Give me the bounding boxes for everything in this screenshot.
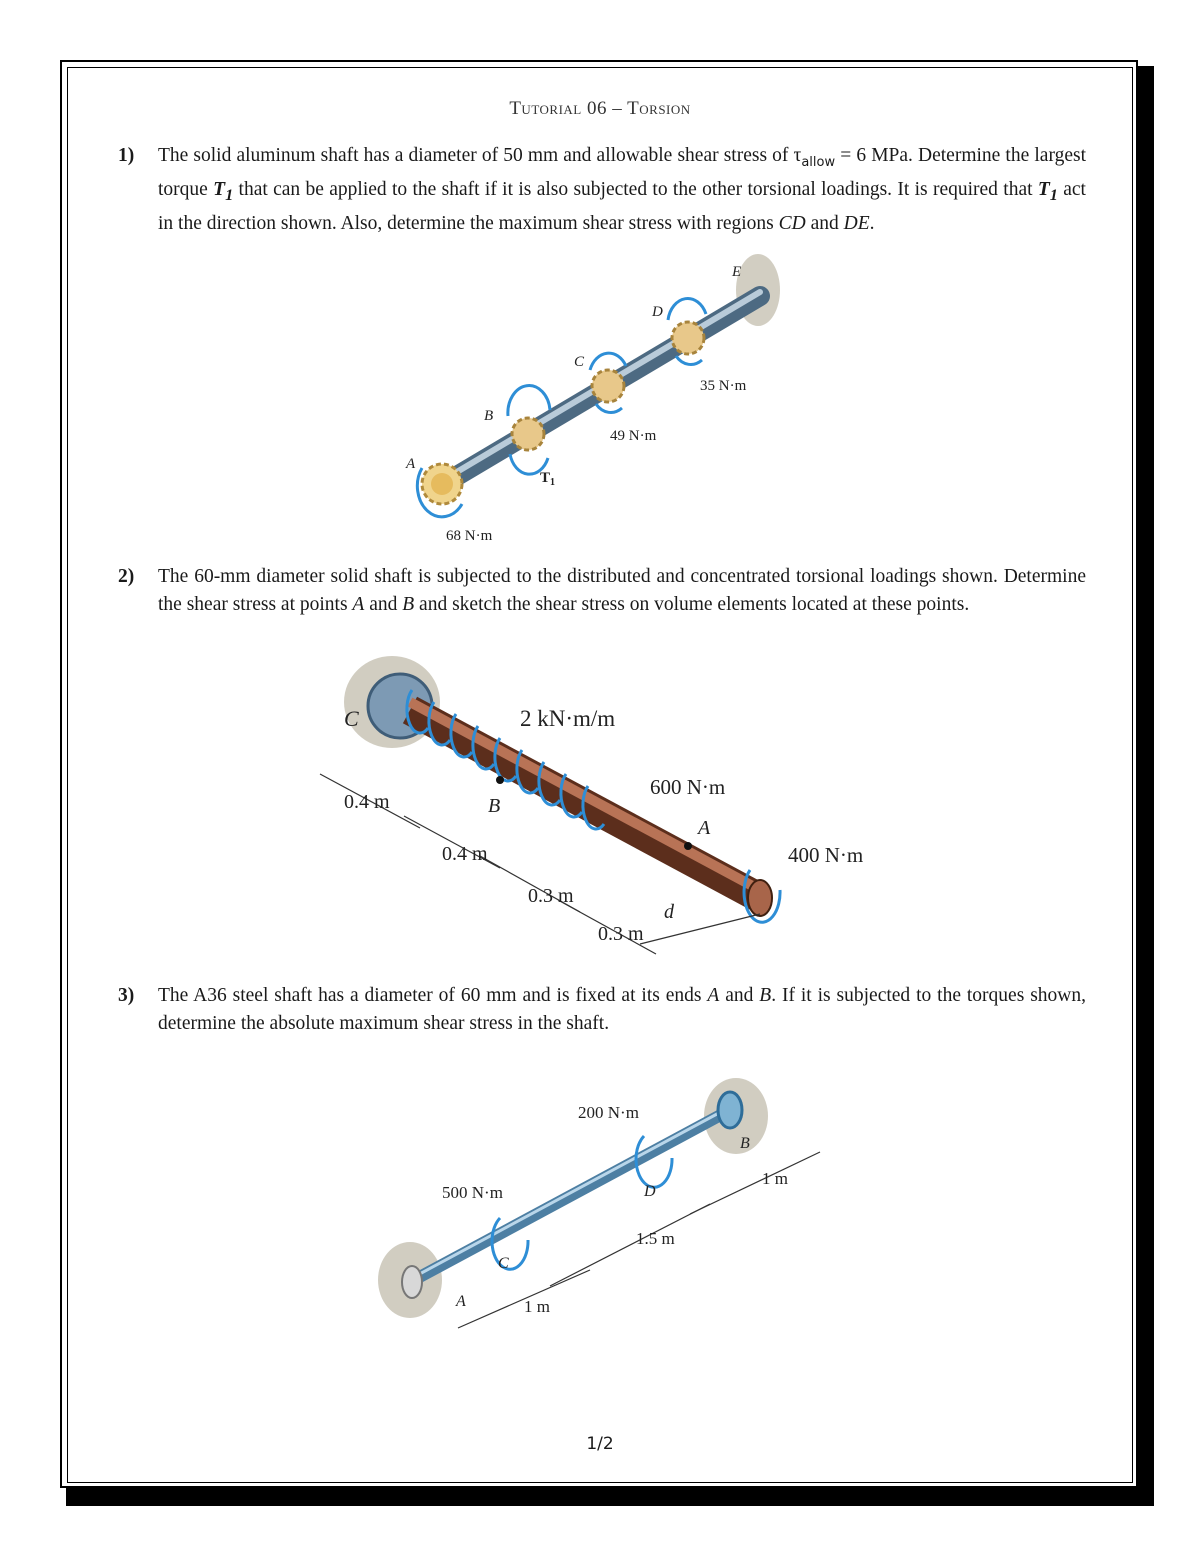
fig1-label-c: C [574, 354, 585, 370]
page-number: 1/2 [586, 1434, 614, 1454]
problem-1 [118, 142, 1086, 237]
shaft-2 [410, 710, 760, 898]
flange-b [718, 1092, 742, 1128]
problem-3-text: The A36 steel shaft has a diameter of 60 mm and is fixed at its ends A and B. If it is subjected to the torques shown, determine the absolute maximum shear stress in the shaft. [158, 985, 1086, 1034]
shaft-2-end [748, 880, 772, 916]
problem-1-text: The solid aluminum shaft has a diameter of 50 mm and allowable shear stress of $\tau_{allow} = 6$ MPa. Determine the largest torque $T_1$ that can be applied to the shaft if it is also subjected to the other torsional loadings. It is required that $T_1$ act in the direction shown. Also, determine the maximum shear stress with regions CD and DE. [158, 145, 1086, 234]
fig3-load-200: 200 N·m [578, 1103, 639, 1122]
fig1-label-d: D [652, 304, 663, 320]
problem-2 [118, 563, 1086, 618]
fig3-dim-3: 1 m [762, 1169, 788, 1188]
flange-a [402, 1266, 422, 1298]
fig1-load-68: 68 N·m [446, 528, 493, 544]
fig2-dim-3: 0.3 m [528, 885, 574, 907]
fig2-label-c: C [344, 706, 359, 731]
fig2-dim-2: 0.4 m [442, 843, 488, 865]
fig2-load-400: 400 N·m [788, 843, 864, 867]
fig3-label-b: B [740, 1135, 750, 1152]
fig3-dim-1: 1 m [524, 1297, 550, 1316]
problem-3 [118, 982, 1086, 1037]
gear-d [672, 322, 704, 354]
fig3-load-500: 500 N·m [442, 1183, 503, 1202]
figure-2 [300, 650, 900, 970]
fig2-label-b: B [488, 795, 501, 817]
gear-c [592, 370, 624, 402]
fig2-dim-1: 0.4 m [344, 791, 390, 813]
fig1-label-a: A [406, 456, 416, 472]
torque-arrow-d2 [676, 356, 702, 364]
fig2-dim-4: 0.3 m [598, 923, 644, 945]
gear-b [512, 418, 544, 450]
fig1-load-35: 35 N·m [700, 378, 747, 394]
torque-arrow-d [668, 298, 706, 320]
figure-1 [400, 258, 800, 548]
fig2-load-600: 600 N·m [650, 775, 726, 799]
torque-arrow-b [508, 386, 550, 416]
problem-2-number: 2) [118, 566, 135, 587]
page-title: Tutorial 06 – Torsion [509, 98, 691, 119]
fig2-load-distributed: 2 kN·m/m [520, 706, 616, 731]
fig3-label-c: C [498, 1255, 509, 1272]
fig1-load-49: 49 N·m [610, 428, 657, 444]
fig3-dim-2: 1.5 m [636, 1229, 675, 1248]
fig1-label-t1: $T_1$ [540, 470, 556, 488]
fig2-label-d: d [664, 901, 674, 923]
point-a [684, 842, 692, 850]
point-b [496, 776, 504, 784]
fig1-label-e: E [732, 264, 742, 280]
gear-a [422, 464, 462, 504]
fig3-label-d: D [644, 1183, 656, 1200]
problem-1-number: 1) [118, 145, 135, 166]
torque-arrow-c2 [596, 404, 622, 412]
fig1-label-b: B [484, 408, 494, 424]
problem-2-text: The 60-mm diameter solid shaft is subjected to the distributed and concentrated torsional loadings shown. Determine the shear stress at points A and B and sketch the shear stress on volume elements located at these points. [158, 566, 1086, 615]
fig2-label-a: A [698, 817, 711, 839]
problem-3-number: 3) [118, 985, 135, 1006]
fig3-label-a: A [456, 1293, 466, 1310]
figure-3 [370, 1068, 850, 1338]
